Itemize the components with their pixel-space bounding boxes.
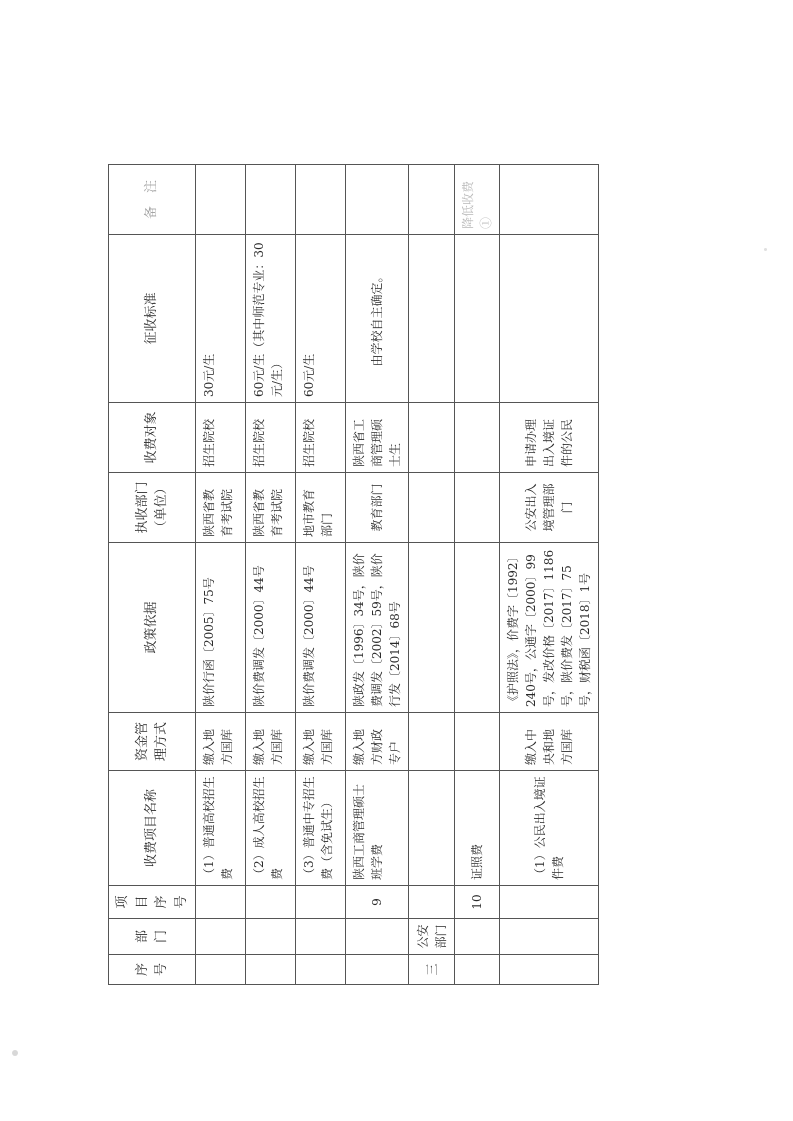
cell-fee-name: （3）普通中专招生费（含免试生）: [296, 771, 346, 886]
header-standard: 征收标准: [109, 235, 196, 403]
cell-exec-dept: 地市教育部门: [296, 473, 346, 543]
table-row: [500, 165, 599, 985]
cell-policy: 陕价费调发〔2000〕44号: [246, 543, 296, 713]
cell-seq: [296, 955, 346, 985]
cell-dept: [246, 919, 296, 955]
cell-standard: 30元/生: [196, 235, 246, 403]
cell-fee-name: （1）普通高校招生费: [196, 771, 246, 886]
cell-fund-mgmt: [409, 713, 455, 771]
cell-policy: 陕价费调发〔2000〕44号: [296, 543, 346, 713]
cell-fund-mgmt: 缴入中央和地方国库: [500, 713, 599, 771]
cell-item-seq: [196, 886, 246, 919]
table-row: [296, 165, 346, 985]
scan-speck: [764, 248, 767, 251]
cell-dept: 公安部门: [409, 919, 455, 955]
cell-standard: [409, 235, 455, 403]
cell-standard: 60元/生（其中师范专业：30元/生）: [246, 235, 296, 403]
cell-policy: 《护照法》，价费字〔1992〕240号，公通字〔2000〕99号，发改价格〔2017〕1186号，陕价费发〔2017〕75号，财税函〔2018〕1号: [500, 543, 599, 713]
cell-remark: [296, 165, 346, 235]
cell-exec-dept: [409, 473, 455, 543]
cell-policy: [455, 543, 500, 713]
cell-remark: [246, 165, 296, 235]
cell-exec-dept: 公安出入境管理部门: [500, 473, 599, 543]
cell-dept: [500, 919, 599, 955]
cell-item-seq: [500, 886, 599, 919]
cell-fund-mgmt: 缴入地方财政专户: [346, 713, 409, 771]
cell-fee-name: 证照费: [455, 771, 500, 886]
cell-fund-mgmt: [455, 713, 500, 771]
cell-policy: 陕价行函〔2005〕75号: [196, 543, 246, 713]
cell-standard: 由学校自主确定。: [346, 235, 409, 403]
cell-target: [455, 403, 500, 473]
header-seq: 序号: [109, 955, 196, 985]
cell-dept: [196, 919, 246, 955]
cell-remark: [500, 165, 599, 235]
cell-seq: [455, 955, 500, 985]
cell-fund-mgmt: 缴入地方国库: [196, 713, 246, 771]
cell-fee-name: （1）公民出入境证件费: [500, 771, 599, 886]
cell-policy: [409, 543, 455, 713]
cell-policy: 陕政发〔1996〕34号，陕价费调发〔2002〕59号，陕价行发〔2014〕68号: [346, 543, 409, 713]
header-target: 收费对象: [109, 403, 196, 473]
cell-seq: [246, 955, 296, 985]
cell-fee-name: 陕西工商管理硕士班学费: [346, 771, 409, 886]
cell-item-seq: [246, 886, 296, 919]
cell-standard: [455, 235, 500, 403]
fee-table: [108, 164, 599, 985]
header-item-seq: 项目序号: [109, 886, 196, 919]
header-exec-dept: 执收部门（单位）: [109, 473, 196, 543]
cell-item-seq: 10: [455, 886, 500, 919]
cell-standard: 60元/生: [296, 235, 346, 403]
header-remark: 备 注: [109, 165, 196, 235]
cell-target: 招生院校: [296, 403, 346, 473]
cell-standard: [500, 235, 599, 403]
cell-item-seq: 9: [346, 886, 409, 919]
cell-seq: [500, 955, 599, 985]
header-row: [109, 165, 196, 985]
cell-dept: [296, 919, 346, 955]
table-row: [346, 165, 409, 985]
header-fee-name: 收费项目名称: [109, 771, 196, 886]
header-dept: 部门: [109, 919, 196, 955]
cell-seq: [346, 955, 409, 985]
cell-fund-mgmt: 缴入地方国库: [246, 713, 296, 771]
header-policy: 政策依据: [109, 543, 196, 713]
cell-target: 申请办理出入境证件的公民: [500, 403, 599, 473]
cell-fund-mgmt: 缴入地方国库: [296, 713, 346, 771]
cell-seq: 三: [409, 955, 455, 985]
cell-remark: [409, 165, 455, 235]
cell-item-seq: [296, 886, 346, 919]
cell-target: 招生院校: [196, 403, 246, 473]
cell-fee-name: （2）成人高校招生费: [246, 771, 296, 886]
cell-exec-dept: 陕西省教育考试院: [196, 473, 246, 543]
cell-remark: [346, 165, 409, 235]
cell-remark: [196, 165, 246, 235]
cell-target: 招生院校: [246, 403, 296, 473]
cell-exec-dept: 陕西省教育考试院: [246, 473, 296, 543]
cell-item-seq: [409, 886, 455, 919]
table-row: [455, 165, 500, 985]
scan-speck: [12, 1050, 18, 1056]
cell-fee-name: [409, 771, 455, 886]
table-row: [409, 165, 455, 985]
table-row: [246, 165, 296, 985]
cell-exec-dept: 教育部门: [346, 473, 409, 543]
table-row: [196, 165, 246, 985]
cell-target: [409, 403, 455, 473]
cell-exec-dept: [455, 473, 500, 543]
fee-table-sheet: [108, 165, 592, 985]
cell-seq: [196, 955, 246, 985]
cell-dept: [346, 919, 409, 955]
cell-remark: 降低收费①: [455, 165, 500, 235]
header-fund-mgmt: 资金管理方式: [109, 713, 196, 771]
cell-target: 陕西省工商管理硕士生: [346, 403, 409, 473]
cell-dept: [455, 919, 500, 955]
